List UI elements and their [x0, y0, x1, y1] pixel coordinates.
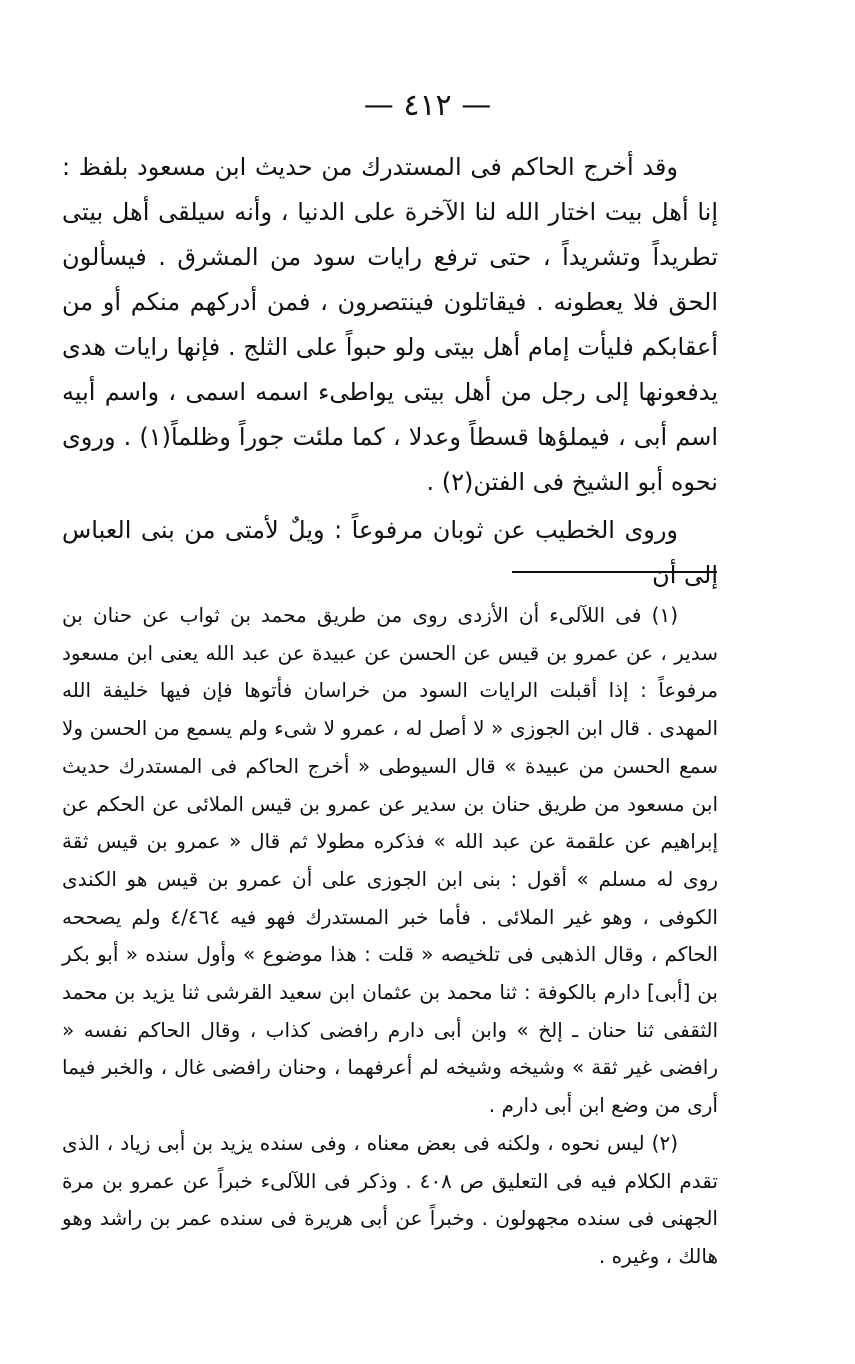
- footnote-1: (١) فى اللآلىء أن الأزدى روى من طريق محمد بن ثواب عن حنان بن سدير ، عن عمرو بن قيس عن الحسن عن عبيدة عن عبد الله يعنى ابن مسعود مرفوعاً : إذا أقبلت الرايات السود من خراسان فأتوها فإن فيها خليفة الله المهدى . قال ابن الجوزى « لا أصل له ، عمرو لا شىء ولم يسمع من الحسن ولا سمع الحسن من عبيدة » قال السيوطى « أخرج الحاكم فى المستدرك حديث ابن مسعود من طريق حنان بن سدير عن عمرو بن قيس الملائى عن الحكم عن إبراهيم عن علقمة عن عبد الله » فذكره مطولا ثم قال « عمرو بن قيس ثقة روى له مسلم » أقول : بنى ابن الجوزى على أن عمرو بن قيس هو الكندى الكوفى ، وهو غير الملائى . فأما خبر المستدرك فهو فيه ٤/٤٦٤ ولم يصححه الحاكم ، وقال الذهبى فى تلخيصه « قلت : هذا موضوع » وأول سنده « أبو بكر بن [أبى] دارم بالكوفة : ثنا محمد بن عثمان ابن سعيد القرشى ثنا يزيد بن محمد الثقفى ثنا حنان ـ إلخ » وابن أبى دارم رافضى كذاب ، وقال الحاكم نفسه « رافضى غير ثقة » وشيخه وشيخه لم أعرفهما ، وحنان رافضى غال ، والخبر فيما أرى من وضع ابن أبى دارم .: [62, 603, 718, 1118]
- footnote-2: (٢) ليس نحوه ، ولكنه فى بعض معناه ، وفى سنده يزيد بن أبى زياد ، الذى تقدم الكلام فيه فى التعليق ص ٤٠٨ . وذكر فى اللآلىء خبراً عن عمرو بن مرة الجهنى فى سنده مجهولون . وخبراً عن أبى هريرة فى سنده عمر بن راشد وهو هالك ، وغيره .: [62, 1130, 718, 1268]
- footnotes: [62, 597, 718, 1276]
- main-text: [62, 145, 718, 598]
- footnote-separator: [512, 571, 717, 573]
- body-paragraph: وروى الخطيب عن ثوبان مرفوعاً : ويلٌ لأمتى من بنى العباس إلى أن: [62, 516, 718, 589]
- page-number: — ٤١٢ —: [363, 88, 492, 123]
- body-paragraph: وقد أخرج الحاكم فى المستدرك من حديث ابن مسعود بلفظ : إنا أهل بيت اختار الله لنا الآخرة على الدنيا ، وأنه سيلقى أهل بيتى تطريداً وتشريداً ، حتى ترفع رايات سود من المشرق . فيسألون الحق فلا يعطونه . فيقاتلون فينتصرون ، فمن أدركهم منكم أو من أعقابكم فليأت إمام أهل بيتى ولو حبواً على الثلج . فإنها رايات هدى يدفعونها إلى رجل من أهل بيتى يواطىء اسمه اسمى ، واسم أبيه اسم أبى ، فيملؤها قسطاً وعدلا ، كما ملئت جوراً وظلماً(١) . وروى نحوه أبو الشيخ فى الفتن(٢) .: [62, 153, 718, 496]
